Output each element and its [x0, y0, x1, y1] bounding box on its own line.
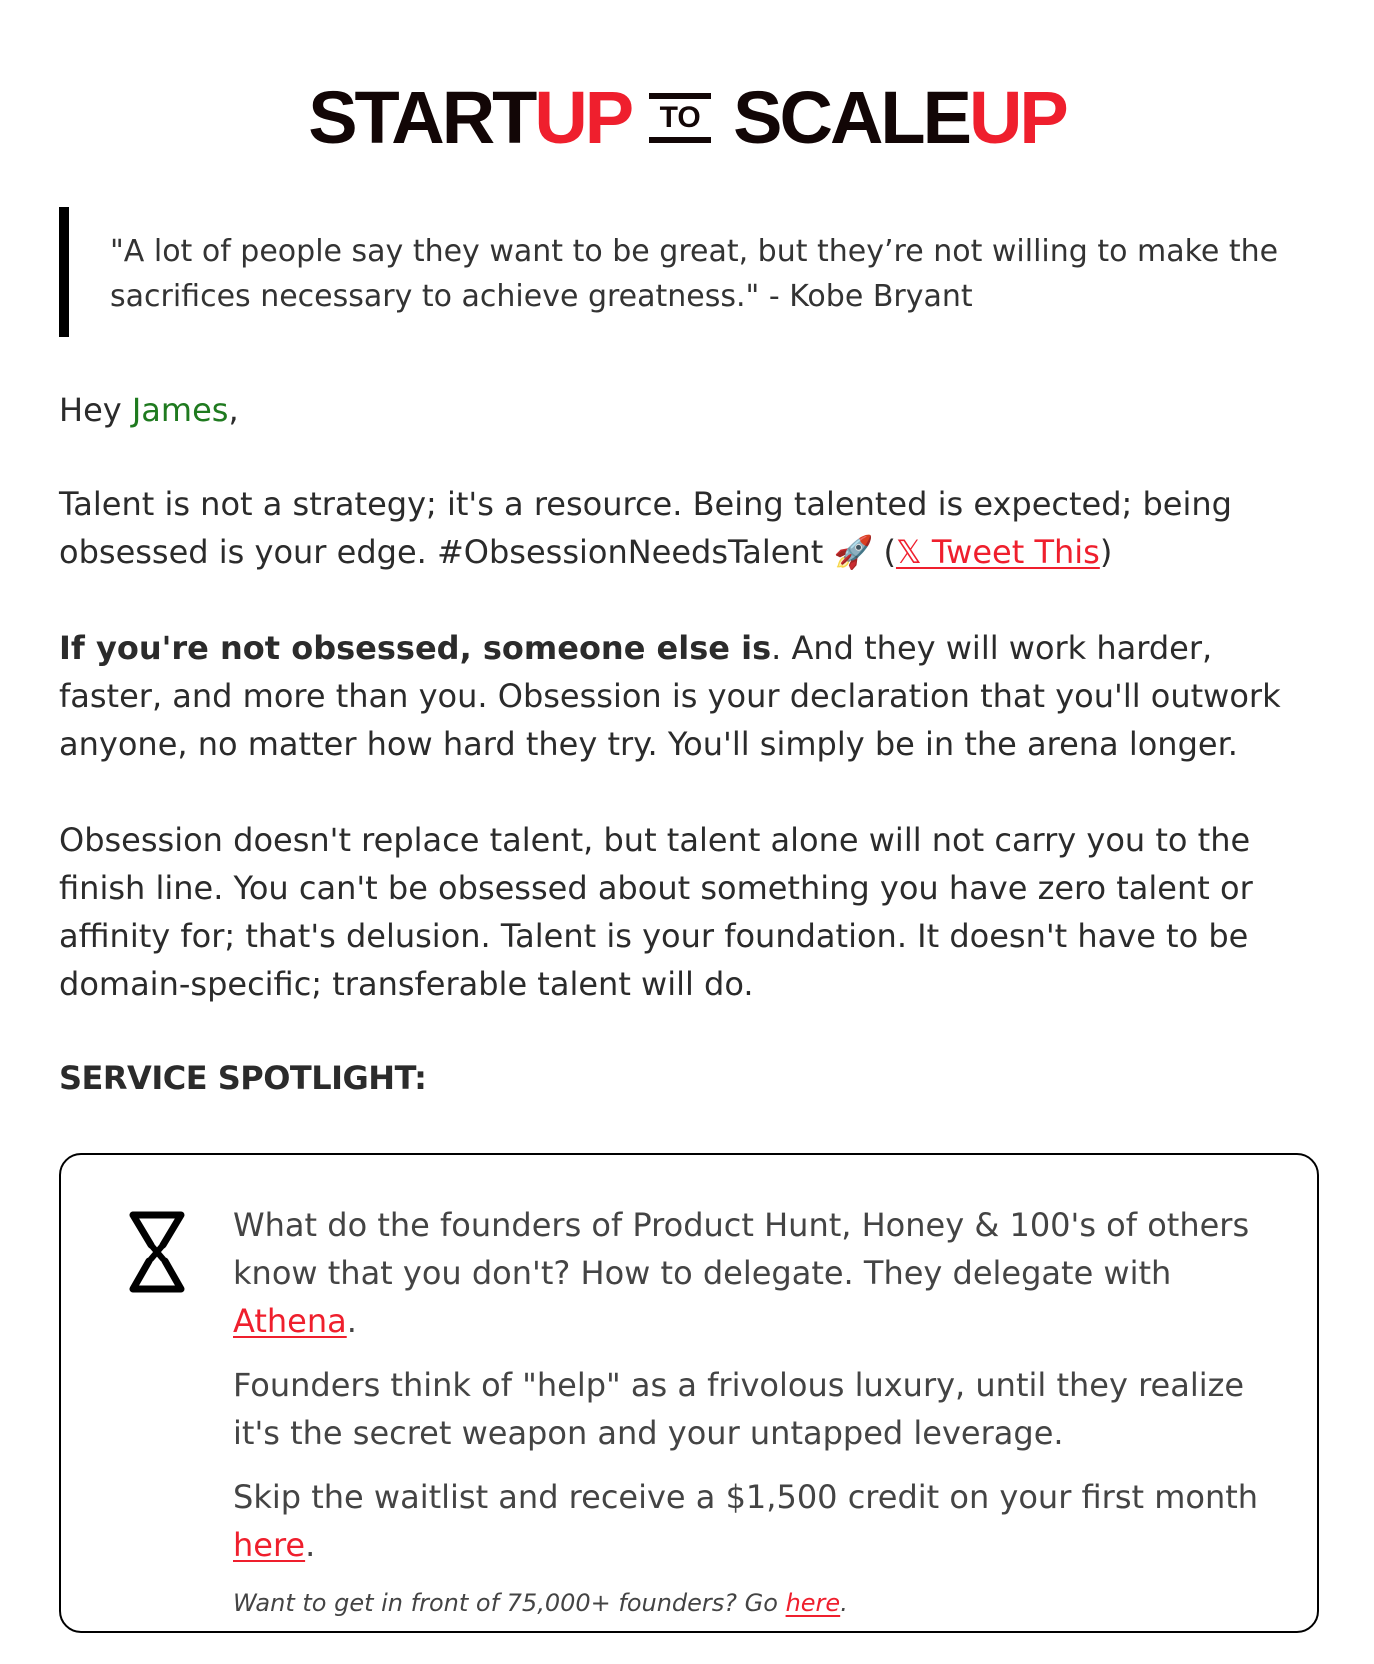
logo-start: START [308, 76, 535, 159]
spotlight-p3: Skip the waitlist and receive a $1,500 credit on your first month here. [233, 1478, 1259, 1564]
paragraph-talent: Talent is not a strategy; it's a resource. Being talented is expected; being obsessed is your edge. #ObsessionNeedsTalent 🚀 (𝕏 Tweet This) [59, 485, 1232, 571]
service-spotlight-box [59, 1153, 1319, 1633]
logo-connector-bar-bottom [649, 137, 711, 143]
sponsor-here-link[interactable]: here [785, 1589, 841, 1617]
section-heading: SERVICE SPOTLIGHT: [59, 1059, 427, 1097]
spotlight-content [233, 1201, 1273, 1637]
logo-up: UP [534, 76, 632, 159]
paragraph-obsession-talent: Obsession doesn't replace talent, but talent alone will not carry you to the finish line. You can't be obsessed about something you have zero talent or affinity for; that's delusion. Talent is your foundation. It doesn't have to be domain-specific; transferable talent will do. [59, 821, 1253, 1003]
greeting: Hey James, [59, 391, 239, 429]
newsletter-logo [252, 76, 1122, 159]
paragraph-obsessed: If you're not obsessed, someone else is. And they will work harder, faster, and more than you. Obsession is your declaration that you'll outwork anyone, no matter how hard they try. You'll simply be in the arena longer. [59, 629, 1281, 763]
athena-link[interactable]: Athena [233, 1302, 347, 1340]
logo-connector: TO [649, 90, 711, 146]
bold-lead: If you're not obsessed, someone else is [59, 629, 772, 667]
sponsor-note: Want to get in front of 75,000+ founders? Go here. [233, 1589, 848, 1617]
rocket-emoji-icon: 🚀 [833, 533, 874, 571]
recipient-name: James [131, 391, 229, 429]
spotlight-p2: Founders think of "help" as a frivolous luxury, until they realize it's the secret weapon and your untapped leverage. [233, 1366, 1245, 1452]
kobe-quote [59, 207, 1319, 337]
tweet-this-link[interactable]: 𝕏 Tweet This [895, 533, 1100, 571]
quote-text: "A lot of people say they want to be great, but they’re not willing to make the sacrifices necessary to achieve greatness." - Kobe Bryant [110, 234, 1279, 314]
hourglass-icon [129, 1211, 185, 1293]
credit-here-link[interactable]: here [233, 1526, 306, 1564]
spotlight-p1: What do the founders of Product Hunt, Honey & 100's of others know that you don't? How to delegate. They delegate with Athena. [233, 1206, 1250, 1340]
logo-scale: SCALE [733, 76, 969, 159]
logo-up-2: UP [968, 76, 1066, 159]
